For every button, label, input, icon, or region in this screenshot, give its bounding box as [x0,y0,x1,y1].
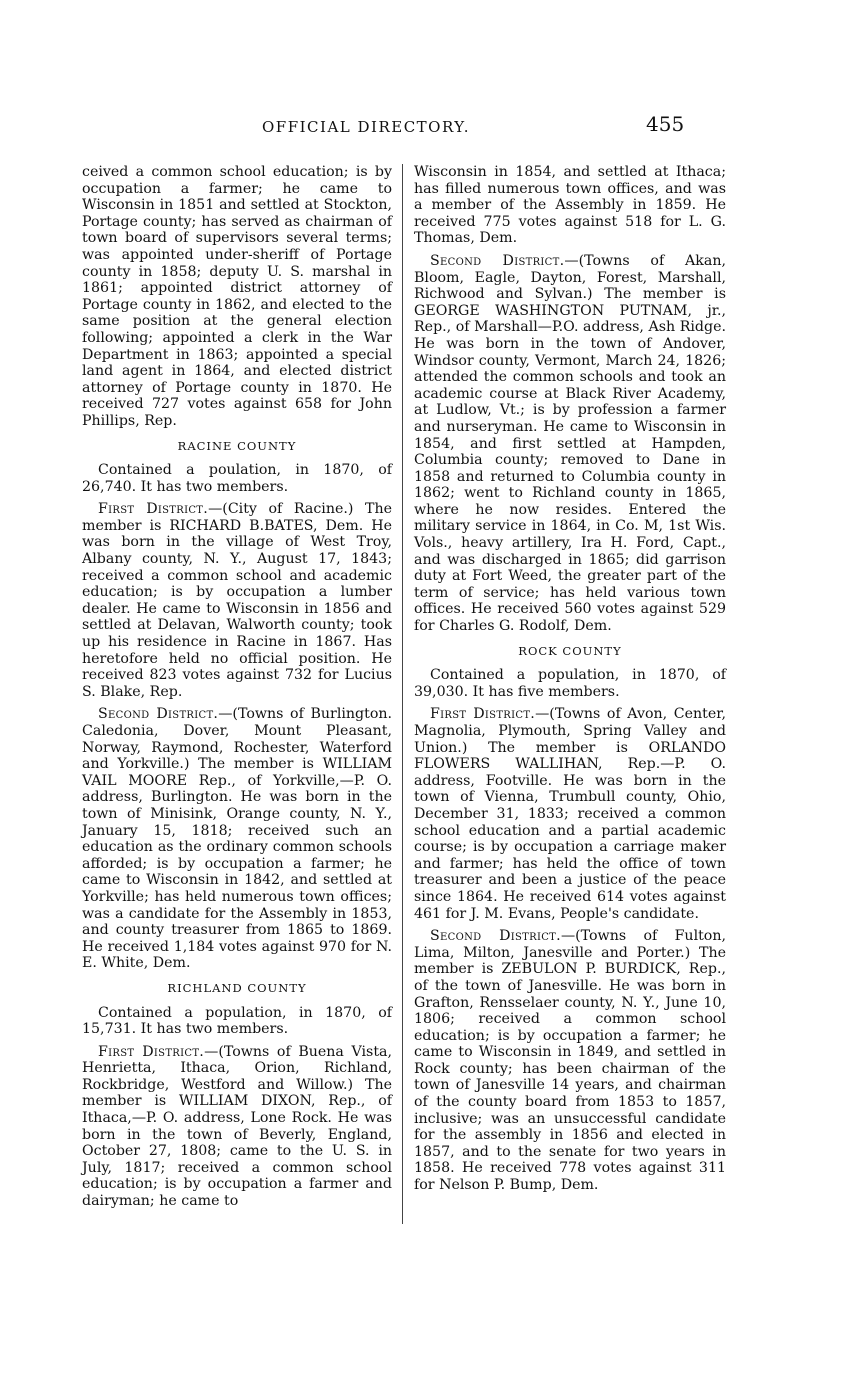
entry-text: —(Towns of Fulton, Lima, Milton, Janesville and Porter.) The member is ZEBULON P. BURDICK, Rep., of the town of Janesville. He was born in Grafton, Rensselaer county, N. Y., June 10, 1806; received a common school education; is by occupation a farmer; he came to Wisconsin in 1849, and settled in Rock county; has been chairman of the town of Janesville 14 years, and chairman of the county board from 1853 to 1857, inclusive; was an unsuccessful candidate for the assembly in 1856 and elected in 1857, and to the senate for two years in 1858. He received 778 votes against 311 for Nelson P. Bump, Dem. [414,928,726,1194]
continued-paragraph: ceived a common school education; is by occupation a farmer; he came to Wisconsin in 1851 and settled at Stockton, Portage county; has served as chairman of town board of supervisors several terms; was appointed under-sheriff of Portage county in 1858; deputy U. S. marshal in 1861; appointed district attorney of Portage county in 1862, and elected to the same position at the general election following; appointed a clerk in the War Department in 1863; appointed a special land agent in 1864, and elected district attorney of Portage county in 1870. He received 727 votes against 658 for John Phillips, Rep. [82,164,392,429]
district-label: Second District. [98,706,219,723]
district-label: Second District. [430,928,561,945]
running-title: OFFICIAL DIRECTORY. [262,118,471,136]
page-header [0,112,859,142]
district-label: First District. [98,501,209,518]
left-column [82,164,392,1216]
district-label: First District. [430,706,536,723]
entry-racine-first-district [82,501,392,700]
page-number: 455 [646,112,685,136]
entry-richland-first-district [82,1044,392,1210]
column-divider [402,164,403,1224]
entry-richland-second-district [414,253,726,635]
population-racine: Contained a poulation, in 1870, of 26,740. It has two members. [82,462,392,495]
county-heading-rock: ROCK COUNTY [518,643,622,658]
continued-paragraph: Wisconsin in 1854, and settled at Ithaca; has filled numerous town offices, and was a member of the Assembly in 1859. He received 775 votes against 518 for L. G. Thomas, Dem. [414,164,726,247]
entry-racine-second-district [82,706,392,972]
district-label: First District. [98,1043,205,1060]
right-column [414,164,726,1200]
county-heading-racine: RACINE COUNTY [177,438,297,453]
entry-text: —(Towns of Akan, Bloom, Eagle, Dayton, Forest, Marshall, Richwood and Sylvan.) The member is GEORGE WASHINGTON PUTNAM, jr., Rep., of Marshall—P.O. address, Ash Ridge. He was born in the town of Andover, Windsor county, Vermont, March 24, 1826; attended the common schools and took an academic course at Black River Academy, at Ludlow, Vt.; is by profession a farmer and nurseryman. He came to Wisconsin in 1854, and first settled at Hampden, Columbia county; removed to Dane in 1858 and returned to Columbia county in 1862; went to Richland county in 1865, where he now resides. Entered the military service in 1864, in Co. M, 1st Wis. Vols., heavy artillery, Ira H. Ford, Capt., and was discharged in 1865; did garrison duty at Fort Weed, the greater part of the term of service; has held various town offices. He received 560 votes against 529 for Charles G. Rodolf, Dem. [414,252,726,635]
district-label: Second District. [430,252,565,269]
entry-rock-second-district [414,928,726,1194]
entry-text: —(City of Racine.) The member is RICHARD B.BATES, Dem. He was born in the village of West Troy, Albany county, N. Y., August 17, 1843; received a common school and academic education; is by occupation a lumber dealer. He came to Wisconsin in 1856 and settled at Delavan, Walworth county; took up his residence in Racine in 1867. Has heretofore held no official position. He received 823 votes against 732 for Lucius S. Blake, Rep. [82,501,392,700]
population-richland: Contained a population, in 1870, of 15,731. It has two members. [82,1004,392,1038]
entry-text: —(Towns of Burlington. Caledonia, Dover, Mount Pleasant, Norway, Raymond, Rochester, Waterford and Yorkville.) The member is WILLIAM VAIL MOORE Rep., of Yorkville,—P. O. address, Burlington. He was born in the town of Minisink, Orange county, N. Y., January 15, 1818; received such an education as the ordinary common schools afforded; is by occupation a farmer; he came to Wisconsin in 1842, and settled at Yorkville; has held numerous town offices; was a candidate for the Assembly in 1853, and county treasurer from 1865 to 1869. He received 1,184 votes against 970 for N. E. White, Dem. [82,706,393,972]
county-heading-richland: RICHLAND COUNTY [167,980,307,995]
entry-rock-first-district [414,706,726,922]
entry-text: —(Towns of Avon, Center, Magnolia, Plymouth, Spring Valley and Union.) The member is ORLANDO FLOWERS WALLIHAN, Rep.—P. O. address, Footville. He was born in the town of Vienna, Trumbull county, Ohio, December 31, 1833; received a common school education and a partial academic course; is by occupation a carriage maker and farmer; has held the office of town treasurer and been a justice of the peace since 1864. He received 614 votes against 461 for J. M. Evans, People's candidate. [414,706,726,922]
entry-text: —(Towns of Buena Vista, Henrietta, Ithaca, Orion, Richland, Rockbridge, Westford and Willow.) The member is WILLIAM DIXON, Rep., of Ithaca,—P. O. address, Lone Rock. He was born in the town of Beverly, England, October 27, 1808; came to the U. S. in July, 1817; received a common school education; is by occupation a farmer and dairyman; he came to [82,1043,392,1210]
population-rock: Contained a population, in 1870, of 39,030. It has five members. [414,667,726,700]
